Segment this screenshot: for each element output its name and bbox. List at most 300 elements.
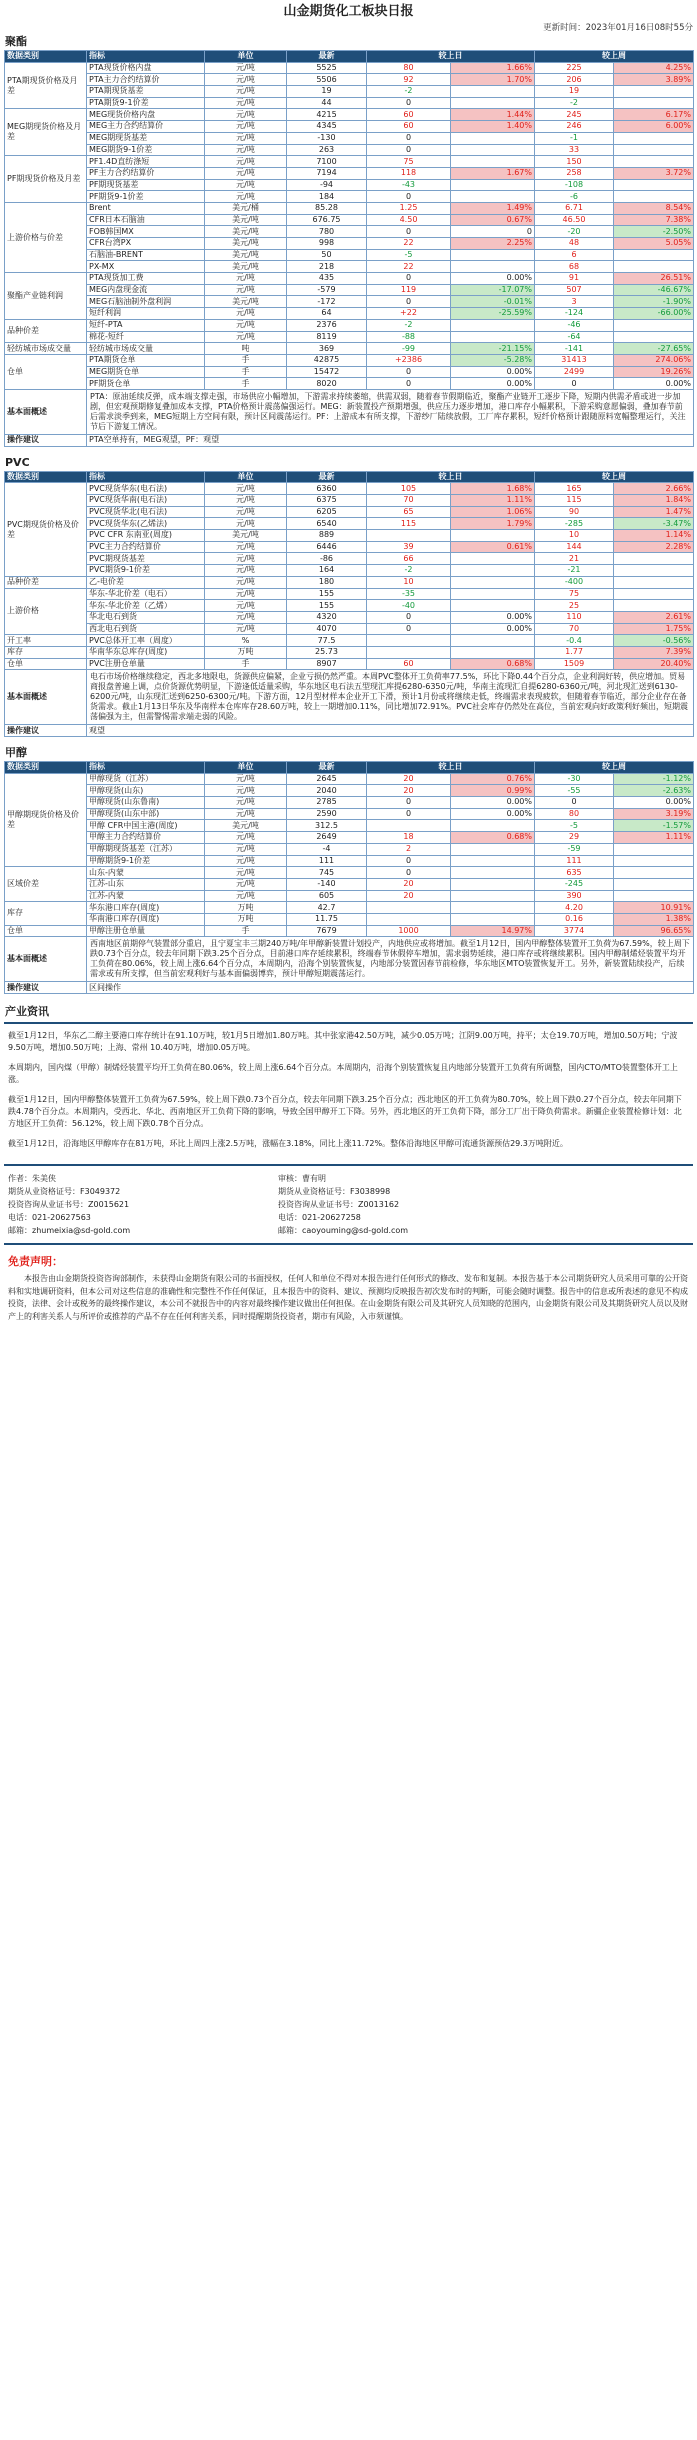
indicator-name: 甲醇现货(山东中部): [87, 808, 205, 820]
week-change: -108: [535, 179, 614, 191]
week-change-pct: -3.47%: [614, 518, 694, 530]
advice-row: [5, 434, 694, 446]
unit-cell: 元/吨: [205, 518, 287, 530]
indicator-name: MEG期现货基差: [87, 132, 205, 144]
week-change: 111: [535, 855, 614, 867]
row-category: 聚酯产业链利润: [5, 273, 87, 320]
week-change-pct: -46.67%: [614, 284, 694, 296]
header-cell: 数据类别: [5, 51, 87, 63]
header-cell: 单位: [205, 762, 287, 774]
latest-value: 85.28: [287, 202, 367, 214]
update-time: 更新时间：2023年01月16日08时55分: [543, 23, 693, 33]
week-change: -0.4: [535, 635, 614, 647]
table-row: [5, 284, 694, 296]
week-change-pct: [614, 867, 694, 879]
week-change-pct: 8.54%: [614, 202, 694, 214]
latest-value: 218: [287, 261, 367, 273]
day-change-pct: 1.49%: [451, 202, 535, 214]
contact-row: [4, 1224, 693, 1237]
week-change-pct: [614, 97, 694, 109]
latest-value: 180: [287, 576, 367, 588]
unit-cell: 元/吨: [205, 121, 287, 133]
week-change-pct: [614, 132, 694, 144]
latest-value: 745: [287, 867, 367, 879]
week-change: 46.50: [535, 214, 614, 226]
unit-cell: 元/吨: [205, 843, 287, 855]
summary-label: 基本面概述: [5, 937, 87, 982]
indicator-name: MEG主力合约结算价: [87, 121, 205, 133]
unit-cell: 元/吨: [205, 308, 287, 320]
week-change: 31413: [535, 354, 614, 366]
week-change-pct: 6.00%: [614, 121, 694, 133]
table-header: [5, 762, 694, 774]
indicator-name: 甲醇现货（江苏）: [87, 773, 205, 785]
indicator-name: MEG内盘现金流: [87, 284, 205, 296]
day-change: 10: [367, 576, 451, 588]
day-change: [367, 530, 451, 542]
author-info: 期货从业资格证号：F3049372: [8, 1187, 121, 1196]
table-row: [5, 506, 694, 518]
header-cell: 数据类别: [5, 762, 87, 774]
latest-value: 4345: [287, 121, 367, 133]
table-row: [5, 273, 694, 285]
week-change: 150: [535, 156, 614, 168]
table-row: [5, 855, 694, 867]
day-change-pct: 1.70%: [451, 74, 535, 86]
day-change: 60: [367, 121, 451, 133]
day-change: 1000: [367, 925, 451, 937]
indicator-name: PX-MX: [87, 261, 205, 273]
week-change: 3: [535, 296, 614, 308]
day-change: 0: [367, 867, 451, 879]
unit-cell: 元/吨: [205, 74, 287, 86]
header-cell: 单位: [205, 51, 287, 63]
news-divider: [4, 1022, 693, 1024]
day-change-pct: 0.00%: [451, 611, 535, 623]
day-change: [367, 646, 451, 658]
indicator-name: 华东港口库存(周度): [87, 902, 205, 914]
data-table: [4, 471, 694, 737]
week-change-pct: [614, 565, 694, 577]
row-category: 库存: [5, 902, 87, 925]
week-change-pct: 1.75%: [614, 623, 694, 635]
day-change: -43: [367, 179, 451, 191]
table-row: [5, 191, 694, 203]
week-change: 29: [535, 832, 614, 844]
summary-row: [5, 937, 694, 982]
day-change: 0: [367, 623, 451, 635]
indicator-name: 华东-华北价差（电石）: [87, 588, 205, 600]
table-row: [5, 890, 694, 902]
latest-value: 7679: [287, 925, 367, 937]
week-change-pct: 0.00%: [614, 378, 694, 390]
header-cell: 较上周: [535, 471, 694, 483]
week-change: -1: [535, 132, 614, 144]
unit-cell: 元/吨: [205, 144, 287, 156]
summary-label: 基本面概述: [5, 389, 87, 434]
day-change: 60: [367, 109, 451, 121]
unit-cell: 美元/吨: [205, 296, 287, 308]
row-category: 仓单: [5, 658, 87, 670]
day-change: 39: [367, 541, 451, 553]
day-change: 0: [367, 144, 451, 156]
indicator-name: PTA主力合约结算价: [87, 74, 205, 86]
table-row: [5, 261, 694, 273]
day-change-pct: 1.44%: [451, 109, 535, 121]
day-change: 0: [367, 366, 451, 378]
unit-cell: 美元/吨: [205, 261, 287, 273]
table-row: [5, 86, 694, 98]
unit-cell: 元/吨: [205, 97, 287, 109]
latest-value: 312.5: [287, 820, 367, 832]
indicator-name: 华东-华北价差（乙烯）: [87, 600, 205, 612]
week-change: 507: [535, 284, 614, 296]
latest-value: 5506: [287, 74, 367, 86]
table-row: [5, 249, 694, 261]
unit-cell: 美元/吨: [205, 214, 287, 226]
day-change: 105: [367, 483, 451, 495]
reviewer-info: 期货从业资格证号：F3038998: [278, 1187, 391, 1196]
day-change: [367, 820, 451, 832]
day-change-pct: [451, 249, 535, 261]
week-change-pct: -27.65%: [614, 343, 694, 355]
advice-text: 观望: [87, 725, 694, 737]
week-change: -21: [535, 565, 614, 577]
day-change-pct: [451, 646, 535, 658]
day-change: -88: [367, 331, 451, 343]
latest-value: 6446: [287, 541, 367, 553]
latest-value: 998: [287, 238, 367, 250]
summary-row: [5, 389, 694, 434]
unit-cell: 元/吨: [205, 878, 287, 890]
day-change-pct: 0.67%: [451, 214, 535, 226]
day-change-pct: 1.68%: [451, 483, 535, 495]
unit-cell: 元/吨: [205, 541, 287, 553]
day-change: 92: [367, 74, 451, 86]
unit-cell: 吨: [205, 343, 287, 355]
day-change: 118: [367, 167, 451, 179]
indicator-name: PTA现货加工费: [87, 273, 205, 285]
indicator-name: PF主力合约结算价: [87, 167, 205, 179]
week-change: 33: [535, 144, 614, 156]
latest-value: 8907: [287, 658, 367, 670]
day-change-pct: [451, 553, 535, 565]
table-row: [5, 74, 694, 86]
week-change-pct: 274.06%: [614, 354, 694, 366]
indicator-name: PTA现货价格内盘: [87, 62, 205, 74]
unit-cell: 元/吨: [205, 273, 287, 285]
day-change: -2: [367, 319, 451, 331]
table-row: [5, 132, 694, 144]
latest-value: 15472: [287, 366, 367, 378]
table-row: [5, 588, 694, 600]
latest-value: 64: [287, 308, 367, 320]
week-change: 6.71: [535, 202, 614, 214]
day-change-pct: -25.59%: [451, 308, 535, 320]
latest-value: -86: [287, 553, 367, 565]
summary-label: 基本面概述: [5, 670, 87, 725]
table-row: [5, 202, 694, 214]
unit-cell: 元/吨: [205, 890, 287, 902]
week-change: -141: [535, 343, 614, 355]
table-row: [5, 308, 694, 320]
week-change-pct: -1.12%: [614, 773, 694, 785]
advice-row: [5, 982, 694, 994]
indicator-name: 短纤利润: [87, 308, 205, 320]
week-change: 0.16: [535, 913, 614, 925]
latest-value: 6205: [287, 506, 367, 518]
indicator-name: 甲醇现货(山东鲁南): [87, 797, 205, 809]
day-change-pct: [451, 913, 535, 925]
week-change: 1.77: [535, 646, 614, 658]
header-cell: 指标: [87, 471, 205, 483]
day-change-pct: -0.01%: [451, 296, 535, 308]
contact-row: [4, 1198, 693, 1211]
day-change-pct: [451, 156, 535, 168]
table-row: [5, 658, 694, 670]
unit-cell: 元/吨: [205, 588, 287, 600]
contacts: [4, 1172, 693, 1237]
indicator-name: 甲醇现货(山东): [87, 785, 205, 797]
week-change-pct: 0.00%: [614, 797, 694, 809]
table-row: [5, 343, 694, 355]
week-change-pct: 7.39%: [614, 646, 694, 658]
latest-value: 50: [287, 249, 367, 261]
table-row: [5, 226, 694, 238]
page-title: 山金期货化工板块日报: [283, 4, 414, 19]
unit-cell: 元/吨: [205, 611, 287, 623]
section-title: 聚酯: [5, 35, 27, 48]
day-change: 22: [367, 238, 451, 250]
latest-value: 8119: [287, 331, 367, 343]
disclaimer-divider: [4, 1243, 693, 1245]
latest-value: 184: [287, 191, 367, 203]
indicator-name: PVC注册仓单量: [87, 658, 205, 670]
author-info: 投资咨询从业证书号：Z0015621: [8, 1200, 130, 1209]
indicator-name: PVC现货华南(电石法): [87, 495, 205, 507]
latest-value: 4070: [287, 623, 367, 635]
indicator-name: CFR台湾PX: [87, 238, 205, 250]
unit-cell: 元/吨: [205, 331, 287, 343]
table-row: [5, 785, 694, 797]
indicator-name: 短纤-PTA: [87, 319, 205, 331]
week-change-pct: 4.25%: [614, 62, 694, 74]
sections-container: [4, 34, 693, 994]
day-change: -5: [367, 249, 451, 261]
indicator-name: PF1.4D直纺涤短: [87, 156, 205, 168]
header-cell: 指标: [87, 51, 205, 63]
week-change: 19: [535, 86, 614, 98]
table-row: [5, 378, 694, 390]
indicator-name: PF期货仓单: [87, 378, 205, 390]
latest-value: 42.7: [287, 902, 367, 914]
table-row: [5, 530, 694, 542]
day-change-pct: 0: [451, 226, 535, 238]
week-change-pct: 1.38%: [614, 913, 694, 925]
day-change: -99: [367, 343, 451, 355]
table-row: [5, 878, 694, 890]
table-row: [5, 867, 694, 879]
week-change: -59: [535, 843, 614, 855]
section-title: 甲醇: [5, 746, 27, 759]
week-change: 206: [535, 74, 614, 86]
indicator-name: Brent: [87, 202, 205, 214]
indicator-name: CFR日本石脑油: [87, 214, 205, 226]
unit-cell: 元/吨: [205, 156, 287, 168]
section-title: PVC: [5, 455, 30, 469]
unit-cell: %: [205, 635, 287, 647]
latest-value: 2649: [287, 832, 367, 844]
indicator-name: 西北电石到货: [87, 623, 205, 635]
latest-value: 2040: [287, 785, 367, 797]
unit-cell: 美元/吨: [205, 226, 287, 238]
day-change: 2: [367, 843, 451, 855]
row-category: 上游价格: [5, 588, 87, 635]
table-row: [5, 156, 694, 168]
indicator-name: MEG现货价格内盘: [87, 109, 205, 121]
table-row: [5, 518, 694, 530]
row-category: 区域价差: [5, 867, 87, 902]
indicator-name: 甲醇期货9-1价差: [87, 855, 205, 867]
table-row: [5, 214, 694, 226]
unit-cell: 元/吨: [205, 832, 287, 844]
week-change: 635: [535, 867, 614, 879]
day-change-pct: 0.00%: [451, 797, 535, 809]
day-change-pct: [451, 565, 535, 577]
unit-cell: 手: [205, 354, 287, 366]
row-category: 品种价差: [5, 319, 87, 342]
indicator-name: 华北电石到货: [87, 611, 205, 623]
week-change: 2499: [535, 366, 614, 378]
unit-cell: 元/吨: [205, 179, 287, 191]
week-change: 115: [535, 495, 614, 507]
header-cell: 较上日: [367, 51, 535, 63]
unit-cell: 元/吨: [205, 576, 287, 588]
week-change: 10: [535, 530, 614, 542]
day-change-pct: [451, 635, 535, 647]
unit-cell: 元/吨: [205, 553, 287, 565]
row-category: 仓单: [5, 925, 87, 937]
unit-cell: 元/吨: [205, 319, 287, 331]
latest-value: 2376: [287, 319, 367, 331]
indicator-name: FOB韩国MX: [87, 226, 205, 238]
week-change: 6: [535, 249, 614, 261]
indicator-name: PVC期现货基差: [87, 553, 205, 565]
header-cell: 数据类别: [5, 471, 87, 483]
table-row: [5, 354, 694, 366]
latest-value: -4: [287, 843, 367, 855]
day-change: 0: [367, 855, 451, 867]
day-change: 0: [367, 797, 451, 809]
latest-value: -94: [287, 179, 367, 191]
table-row: [5, 495, 694, 507]
day-change-pct: 2.25%: [451, 238, 535, 250]
day-change-pct: [451, 191, 535, 203]
row-category: MEG期现货价格及月差: [5, 109, 87, 156]
latest-value: 6375: [287, 495, 367, 507]
unit-cell: 元/吨: [205, 86, 287, 98]
advice-text: PTA空单持有，MEG观望，PF：观望: [87, 434, 694, 446]
week-change: 25: [535, 600, 614, 612]
week-change-pct: -66.00%: [614, 308, 694, 320]
row-category: 库存: [5, 646, 87, 658]
week-change-pct: 1.11%: [614, 832, 694, 844]
week-change-pct: 2.28%: [614, 541, 694, 553]
table-row: [5, 109, 694, 121]
contact-divider: [4, 1164, 693, 1166]
week-change: -400: [535, 576, 614, 588]
week-change: 225: [535, 62, 614, 74]
table-row: [5, 144, 694, 156]
table-row: [5, 925, 694, 937]
day-change: 20: [367, 878, 451, 890]
day-change: -35: [367, 588, 451, 600]
day-change-pct: [451, 144, 535, 156]
day-change-pct: 0.00%: [451, 378, 535, 390]
week-change-pct: [614, 553, 694, 565]
latest-value: 2590: [287, 808, 367, 820]
week-change: -20: [535, 226, 614, 238]
unit-cell: 手: [205, 925, 287, 937]
latest-value: 5525: [287, 62, 367, 74]
day-change-pct: [451, 890, 535, 902]
day-change: [367, 902, 451, 914]
indicator-name: PTA期现货基差: [87, 86, 205, 98]
advice-label: 操作建议: [5, 725, 87, 737]
week-change: 90: [535, 506, 614, 518]
day-change: 20: [367, 890, 451, 902]
table-row: [5, 623, 694, 635]
week-change-pct: 1.84%: [614, 495, 694, 507]
indicator-name: 甲醇注册仓单量: [87, 925, 205, 937]
unit-cell: 手: [205, 366, 287, 378]
week-change-pct: 96.65%: [614, 925, 694, 937]
day-change-pct: [451, 179, 535, 191]
day-change-pct: 1.06%: [451, 506, 535, 518]
indicator-name: 甲醇 CFR中国主港(周度): [87, 820, 205, 832]
day-change-pct: 1.67%: [451, 167, 535, 179]
day-change-pct: [451, 600, 535, 612]
indicator-name: 轻纺城市场成交量: [87, 343, 205, 355]
week-change: 246: [535, 121, 614, 133]
table-row: [5, 843, 694, 855]
indicator-name: 华南华东总库存(周度): [87, 646, 205, 658]
table-row: [5, 541, 694, 553]
day-change-pct: 1.11%: [451, 495, 535, 507]
table-row: [5, 483, 694, 495]
header-cell: 指标: [87, 762, 205, 774]
day-change: [367, 635, 451, 647]
latest-value: 263: [287, 144, 367, 156]
day-change-pct: [451, 855, 535, 867]
latest-value: 44: [287, 97, 367, 109]
latest-value: 8020: [287, 378, 367, 390]
week-change-pct: -1.90%: [614, 296, 694, 308]
day-change: 0: [367, 808, 451, 820]
latest-value: 25.73: [287, 646, 367, 658]
indicator-name: PVC现货华北(电石法): [87, 506, 205, 518]
indicator-name: PVC CFR 东南亚(周度): [87, 530, 205, 542]
table-row: [5, 808, 694, 820]
week-change: 258: [535, 167, 614, 179]
unit-cell: 元/吨: [205, 167, 287, 179]
summary-text: 西南地区前期停气装置部分重启，且宁夏宝丰三期240万吨/年甲醇新装置计划投产，内地供应或将增加。截至1月12日，国内甲醇整体装置开工负荷为67.59%，较上周下跌0.73个百分点，较去年同期下跌3.25个百分点，目前港口库存延续累积，终端春节休假停车增加，需求弱势延续，港口库存或将继续累积。国内甲醇制烯烃装置平均开工负荷在80.06%，较上周上涨6.64个百分点，本周期内，沿海个别装置恢复，内地部分装置因春节前检修，华东地区MTO装置恢复开工。另外，新装置陆续投产，后续需求或有所支撑，但当前宏观利好与基本面偏弱博弈，预计甲醇短期震荡运行。: [87, 937, 694, 982]
contact-row: [4, 1172, 693, 1185]
week-change: 91: [535, 273, 614, 285]
reviewer-info: 电话：021-20627258: [278, 1213, 361, 1222]
table-row: [5, 611, 694, 623]
row-category: PF期现货价格及月差: [5, 156, 87, 203]
